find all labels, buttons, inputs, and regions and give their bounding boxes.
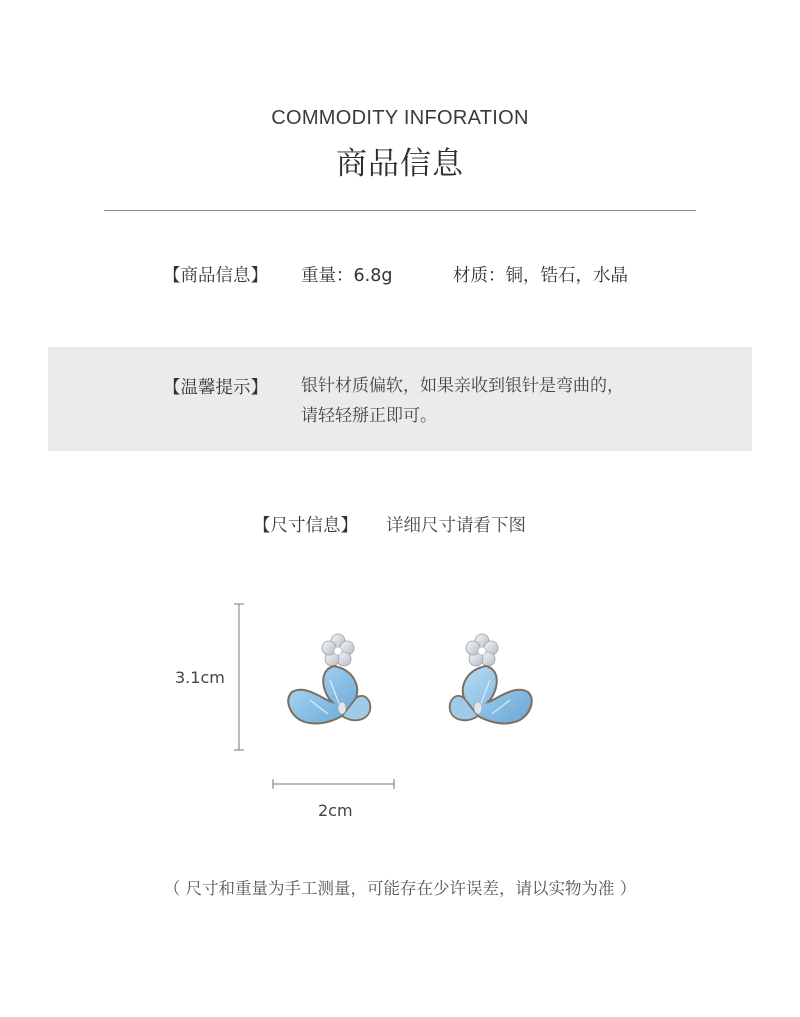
measurement-note: （ 尺寸和重量为手工测量，可能存在少许误差，请以实物为准 ） (163, 879, 637, 898)
title-chinese: 商品信息 (336, 146, 464, 182)
left-earring (288, 634, 370, 723)
size-label: 【尺寸信息】 (253, 516, 358, 536)
height-dimension-line (230, 600, 250, 755)
divider-line (104, 210, 696, 211)
info-material: 材质：铜，锆石，水晶 (453, 266, 628, 286)
info-weight: 重量：6.8g (301, 266, 393, 286)
title-english: COMMODITY INFORATION (271, 107, 529, 129)
info-label: 【商品信息】 (163, 266, 268, 286)
tips-text (301, 371, 624, 431)
width-dimension-line (270, 776, 400, 792)
width-dimension-label: 2cm (318, 801, 353, 820)
height-dimension-label: 3.1cm (175, 668, 225, 687)
right-earring (450, 634, 532, 723)
butterfly-earrings-image (270, 620, 560, 750)
tips-line-1: 银针材质偏软，如果亲收到银针是弯曲的， (301, 376, 624, 396)
tips-label: 【温馨提示】 (163, 378, 268, 398)
tips-line-2: 请轻轻掰正即可。 (301, 406, 437, 426)
size-text: 详细尺寸请看下图 (386, 516, 526, 536)
